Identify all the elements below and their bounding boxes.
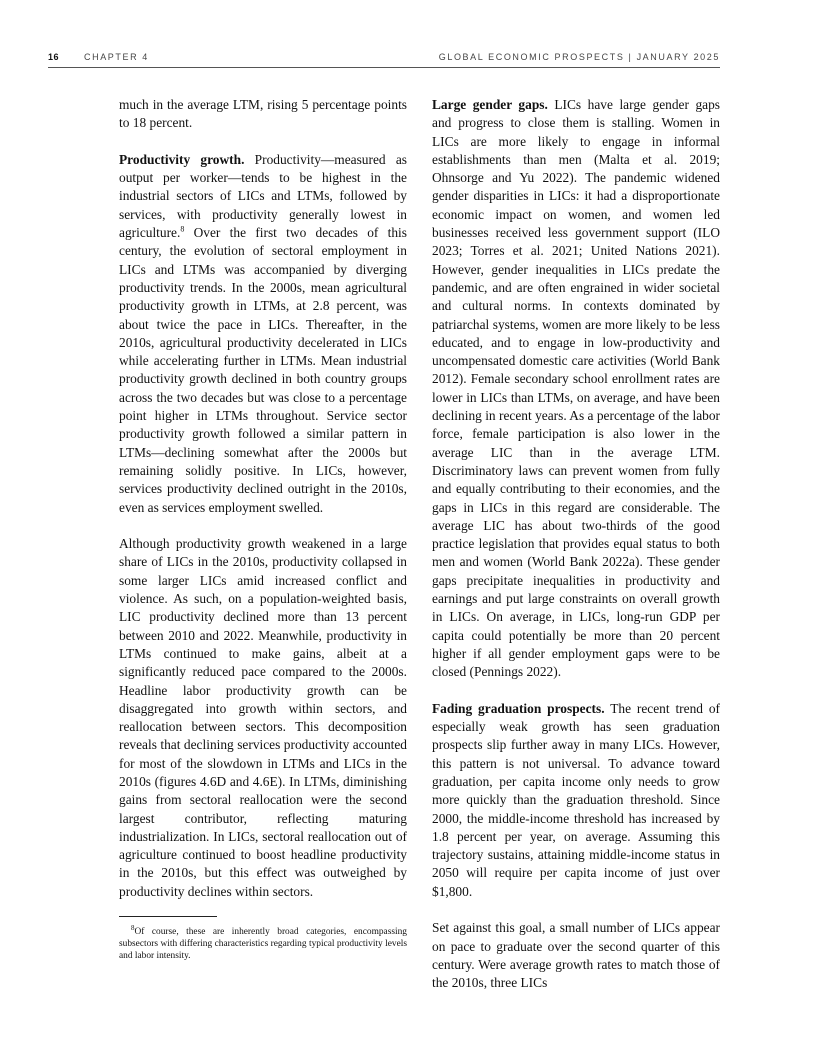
- paragraph-productivity-growth: [119, 151, 407, 517]
- paragraph: much in the average LTM, rising 5 percentage points to 18 percent.: [119, 97, 407, 131]
- paragraph-fading-graduation-prospects: [432, 700, 720, 901]
- paragraph-text: LICs have large gender gaps and progress to close them is stalling. Women in LICs are more likely to engage in informal establishments than men (Malta et al. 2019; Ohnsorge and Yu 2022). The pandemic widened gender disparities in LICs: it had a disproportionate economic impact on women, and women led businesses received less government support (ILO 2023; Torres et al. 2021; United Nations 2021). However, gender inequalities in LICs predate the pandemic, and are often engrained in wider societal and cultural norms. In contexts dominated by patriarchal systems, women are more likely to be less educated, and to engage in low-productivity and uncompensated domestic care activities (World Bank 2012). Female secondary school enrollment rates are lower in LICs than LTMs, on average, and have been declining in recent years. As a percentage of the labor force, female participation is also lower in the average LIC than in the average LTM. Discriminatory laws can prevent women from fully and equally contributing to their economies, and the gaps in LICs in this regard are considerable. The average LIC has about two-thirds of the good practice legislation that provides equal status to both men and women (World Bank 2022a). These gender gaps precipitate inequalities in productivity and earnings and put large constraints on overall growth in LICs. On average, in LICs, long-run GDP per capita could potentially be more than 20 percent higher if all gender employment gaps were to be closed (Pennings 2022).: [432, 97, 720, 680]
- paragraph: Set against this goal, a small number of LICs appear on pace to graduate over the second quarter of this century. Were average growth rates to match those of the 2010s, three LICs: [432, 920, 720, 991]
- paragraph-large-gender-gaps: [432, 96, 720, 682]
- footnote: [119, 923, 407, 962]
- header-rule: [48, 67, 720, 68]
- footnote-mark: 8: [131, 923, 135, 932]
- paragraph-text: Productivity—measured as output per worker—tends to be highest in the industrial sectors of LICs and LTMs, followed by services, with productivity generally lowest in agriculture.: [119, 151, 407, 241]
- footnote-rule: [119, 916, 217, 917]
- footnote-reference[interactable]: 8: [180, 224, 185, 234]
- chapter-label: CHAPTER 4: [84, 52, 149, 62]
- running-header: [48, 52, 720, 66]
- paragraph-heading: Fading graduation prospects.: [432, 700, 605, 716]
- paragraph-heading: Productivity growth.: [119, 151, 245, 167]
- footnote-text: Of course, these are inherently broad categories, encompassing subsectors with differing characteristics regarding typical productivity levels and labor intensity.: [119, 927, 407, 961]
- right-column: [432, 96, 720, 993]
- paragraph: Although productivity growth weakened in a large share of LICs in the 2010s, productivity collapsed in some larger LICs amid increased conflict and violence. As such, on a population-weighted basis, LIC productivity declined more than 13 percent between 2010 and 2022. Meanwhile, productivity in LTMs continued to make gains, albeit at a significantly reduced pace compared to the 2000s. Headline labor productivity growth can be disaggregated into growth within sectors, and reallocation between sectors. This decomposition reveals that declining services productivity accounted for most of the slowdown in LTMs and LICs in the 2010s (figures 4.6D and 4.6E). In LTMs, diminishing gains from sectoral reallocation were the second largest contributor, reflecting maturing industrialization. In LICs, sectoral reallocation out of agriculture continued to boost headline productivity in the 2010s, but this effect was outweighed by productivity declines within sectors.: [119, 536, 407, 899]
- left-column: [119, 96, 407, 901]
- publication-title: GLOBAL ECONOMIC PROSPECTS | JANUARY 2025: [438, 52, 720, 62]
- paragraph-text: Over the first two decades of this century, the evolution of sectoral employment in LICs and LTMs was accompanied by diverging productivity trends. In the 2000s, mean agricultural productivity growth in LTMs, at 2.8 percent, was about twice the pace in LICs. Thereafter, in the 2010s, agricultural productivity decelerated in LICs while accelerating further in LTMs. Mean industrial productivity growth declined in both country groups across the two decades but was close to a percentage point higher in LTMs throughout. Service sector productivity growth followed a similar pattern in LTMs—declining somewhat after the 2000s but remaining solidly positive. In LICs, however, services productivity declined outright in the 2010s, even as services employment swelled.: [119, 225, 407, 515]
- paragraph-heading: Large gender gaps.: [432, 97, 548, 112]
- page-number: 16: [48, 52, 60, 62]
- paragraph-text: The recent trend of especially weak growth has seen graduation prospects slip further away in many LICs. However, this pattern is not universal. To advance toward graduation, per capita income only needs to grow more quickly than the graduation threshold. Since 2000, the middle-income threshold has increased by 1.8 percent per year, on average. Assuming this trajectory sustains, attaining middle-income status in 2050 will require per capita income of just over $1,800.: [432, 700, 720, 899]
